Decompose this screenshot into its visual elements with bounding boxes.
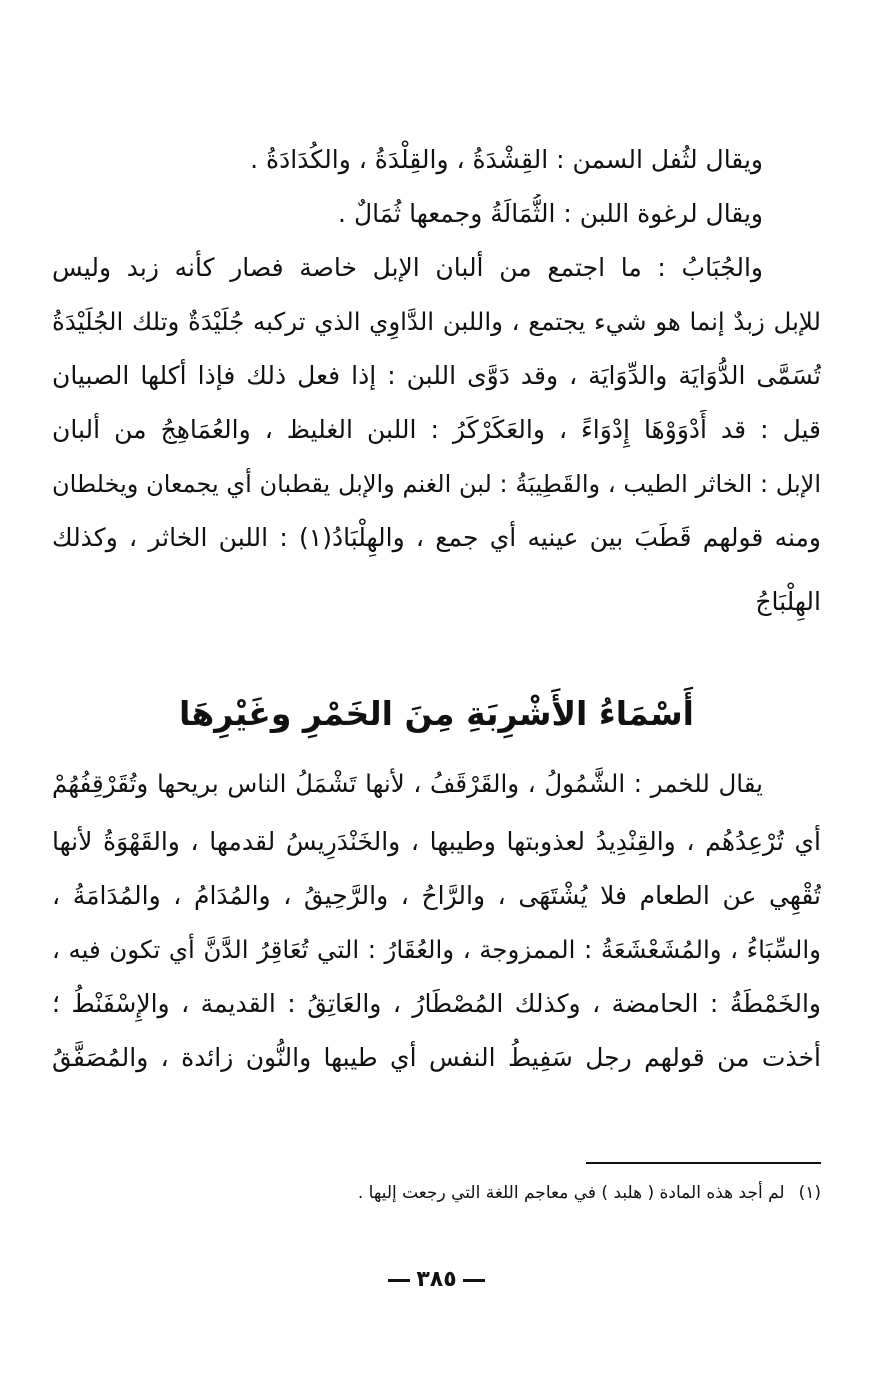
section-heading: أَسْمَاءُ الأَشْرِبَةِ مِنَ الخَمْرِ وغَيْرِهَا [179, 694, 694, 733]
text-line: ومنه قولهم قَطَبَ بين عينيه أي جمع ، والهِلْبَادُ(١) : اللبن الخاثر ، وكذلك [52, 523, 821, 552]
text-line: والجُبَابُ : ما اجتمع من ألبان الإبل خاصة فصار كأنه زبد وليس [52, 253, 763, 282]
text-line: أخذت من قولهم رجل سَفِيطُ النفس أي طيبها والنُّون زائدة ، والمُصَفَّقُ [52, 1043, 821, 1072]
text-line: للإبل زبدٌ إنما هو شيء يجتمع ، واللبن الدَّاوِي الذي تركبه جُلَيْدَةٌ وتلك الجُلَيْدَةُ [52, 307, 821, 336]
text-line: والسِّبَاءُ ، والمُشَعْشَعَةُ : الممزوجة ، والعُقَارُ : التي تُعَاقِرُ الدَّنَّ أي تكون فيه ، [52, 935, 821, 964]
text-line: تُقْهِي عن الطعام فلا يُشْتَهَى ، والرَّاحُ ، والرَّحِيقُ ، والمُدَامُ ، والمُدَامَةُ ، [52, 881, 821, 910]
footnote-divider [586, 1162, 821, 1164]
footnote [52, 1178, 821, 1208]
page-number [0, 1262, 873, 1298]
dash-decoration [463, 1279, 485, 1282]
footnote-text: لم أجد هذه المادة ( هلبد ) في معاجم اللغة التي رجعت إليها . [357, 1183, 785, 1203]
text-line: ويقال لثُفل السمن : القِشْدَةُ ، والقِلْدَةُ ، والكُدَادَةُ . [250, 145, 763, 174]
footnote-number: (١) [798, 1183, 821, 1203]
page-number-value: ٣٨٥ [416, 1267, 457, 1292]
dash-decoration [388, 1279, 410, 1282]
text-line: قيل : قد أَدْوَوْهَا إِدْوَاءً ، والعَكَرْكَرُ : اللبن الغليظ ، والعُمَاهِجُ من ألبان [52, 415, 821, 444]
text-line: الهِلْبَاجُ [755, 587, 821, 616]
text-line: والخَمْطَةُ : الحامضة ، وكذلك المُصْطَارُ ، والعَاتِقُ : القديمة ، والإِسْفَنْطُ ؛ [52, 989, 821, 1018]
text-line: ويقال لرغوة اللبن : الثُّمَالَةُ وجمعها ثُمَالٌ . [338, 199, 763, 228]
text-line: تُسَمَّى الدُّوَايَة والدِّوَايَة ، وقد دَوَّى اللبن : إذا فعل ذلك فإذا أكلها الصبيان [52, 361, 821, 390]
text-line: يقال للخمر : الشَّمُولُ ، والقَرْقَفُ ، لأنها تَشْمَلُ الناس بريحها وتُقَرْقِفُهُمْ [52, 769, 763, 798]
text-line: الإبل : الخاثر الطيب ، والقَطِيبَةُ : لبن الغنم والإبل يقطبان أي يجمعان ويخلطان [52, 470, 821, 498]
text-line: أي تُرْعِدُهُم ، والقِنْدِيدُ لعذوبتها وطيبها ، والخَنْدَرِيسُ لقدمها ، والقَهْوَةُ لأنها [52, 827, 821, 856]
